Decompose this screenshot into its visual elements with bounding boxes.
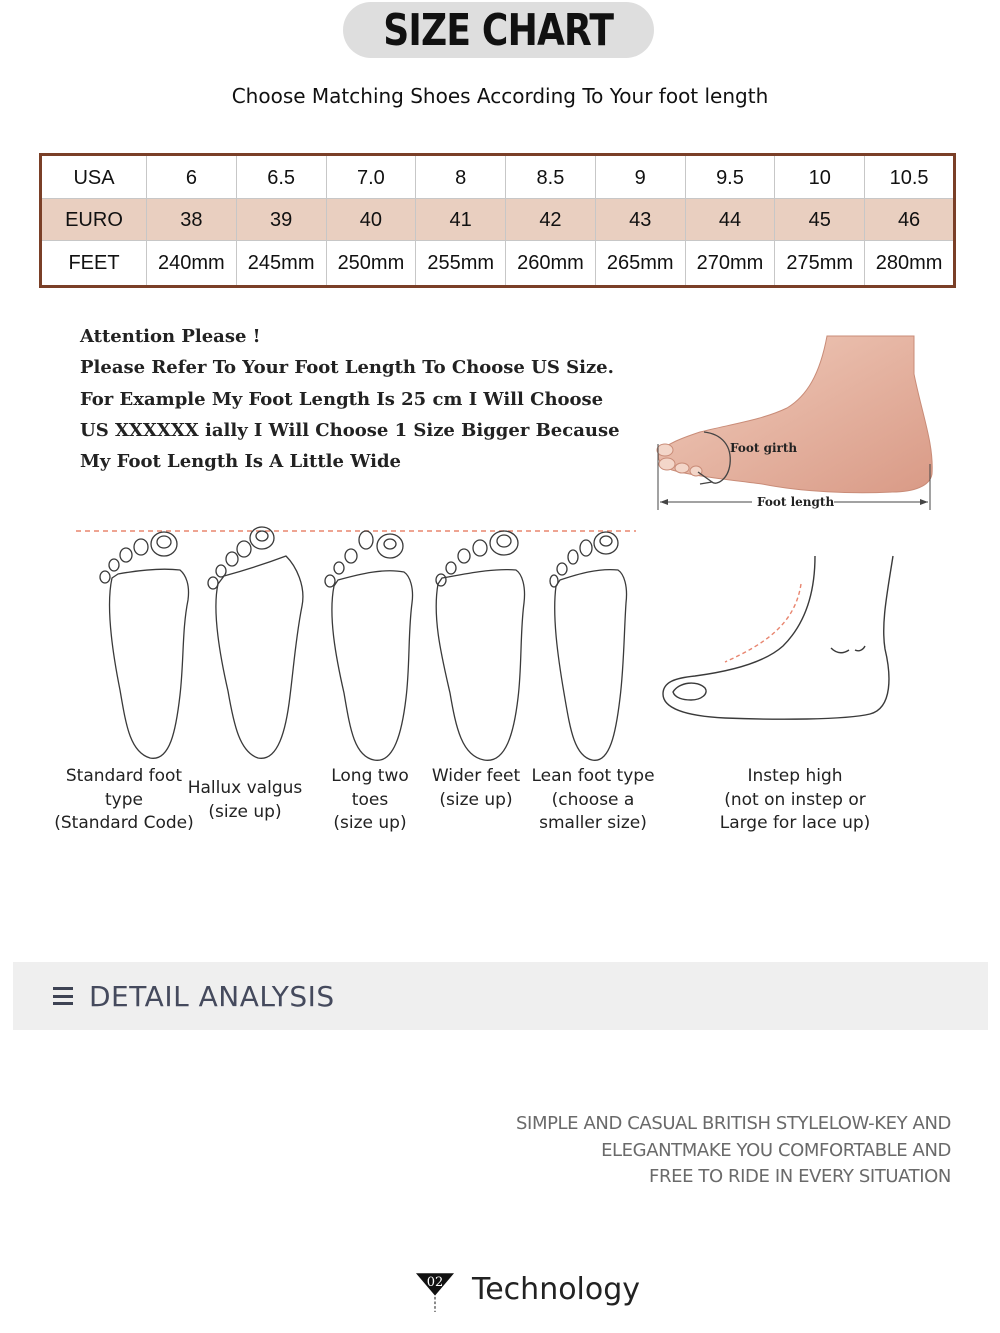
foot-type-label-lean-foot: Lean foot type (choose a smaller size) [531,766,655,833]
foot-measure-diagram [652,334,937,514]
table-cell: 10 [775,155,865,199]
menu-icon [53,987,73,1005]
attention-line: My Foot Length Is A Little Wide [80,451,401,473]
table-row-euro [41,199,955,241]
hallux-valgus-foot-outline [208,527,303,758]
table-cell: 43 [595,199,685,241]
table-cell: 245mm [236,240,326,286]
table-cell: 8.5 [506,155,596,199]
table-cell: 45 [775,199,865,241]
foot-type-label-long-two-toes: Long two toes (size up) [331,766,409,833]
table-cell: 40 [326,199,416,241]
table-row-feet [41,240,955,286]
table-cell: 250mm [326,240,416,286]
table-cell: 46 [865,199,955,241]
technology-heading [404,1272,664,1333]
table-cell: 41 [416,199,506,241]
table-cell: 275mm [775,240,865,286]
row-label-usa: USA [41,155,147,199]
size-table [39,153,956,288]
product-slogan [516,1111,951,1191]
table-cell: 9 [595,155,685,199]
table-cell: 44 [685,199,775,241]
table-cell: 42 [506,199,596,241]
section-number: 02 [426,1275,444,1290]
technology-title: Technology [472,1272,641,1307]
slogan-line: FREE TO RIDE IN EVERY SITUATION [649,1166,951,1188]
table-cell: 10.5 [865,155,955,199]
table-cell: 38 [147,199,237,241]
table-cell: 265mm [595,240,685,286]
foot-type-label-instep-high: Instep high (not on instep or Large for lace up) [719,766,871,833]
foot-girth-label: Foot girth [730,441,798,455]
attention-line: Attention Please ! [80,326,261,347]
table-row-usa [41,155,955,199]
long-two-toes-foot-outline [325,531,413,760]
page-subtitle: Choose Matching Shoes According To Your foot length [231,84,769,108]
slogan-line: ELEGANTMAKE YOU COMFORTABLE AND [601,1139,951,1161]
page-title: SIZE CHART [383,4,614,56]
foot-type-label-wider-feet: Wider feet (size up) [431,766,521,810]
instep-high-illustration [655,554,900,729]
standard-foot-outline [100,532,189,758]
table-cell: 6 [147,155,237,199]
table-cell: 240mm [147,240,237,286]
size-chart-title-pill [343,2,654,58]
foot-type-label-standard: Standard foot type (Standard Code) [54,766,194,833]
table-cell: 270mm [685,240,775,286]
detail-analysis-header [13,962,988,1030]
table-cell: 9.5 [685,155,775,199]
table-cell: 39 [236,199,326,241]
foot-types-illustration [70,516,640,761]
table-cell: 6.5 [236,155,326,199]
detail-analysis-title: DETAIL ANALYSIS [89,979,335,1013]
table-cell: 8 [416,155,506,199]
table-cell: 255mm [416,240,506,286]
attention-line: Please Refer To Your Foot Length To Choose US Size. [80,357,614,379]
lean-foot-outline [550,532,627,760]
foot-length-label: Foot length [757,495,835,509]
attention-note [80,321,620,477]
attention-line: For Example My Foot Length Is 25 cm I Will Choose [80,388,604,410]
attention-line: US XXXXXX ially I Will Choose 1 Size Bigger Because [80,419,620,441]
row-label-euro: EURO [41,199,147,241]
foot-type-label-hallux-valgus: Hallux valgus (size up) [187,778,303,822]
table-cell: 260mm [506,240,596,286]
row-label-feet: FEET [41,240,147,286]
table-cell: 7.0 [326,155,416,199]
wider-feet-outline [436,531,525,760]
slogan-line: SIMPLE AND CASUAL BRITISH STYLELOW-KEY AND [516,1113,951,1134]
table-cell: 280mm [865,240,955,286]
